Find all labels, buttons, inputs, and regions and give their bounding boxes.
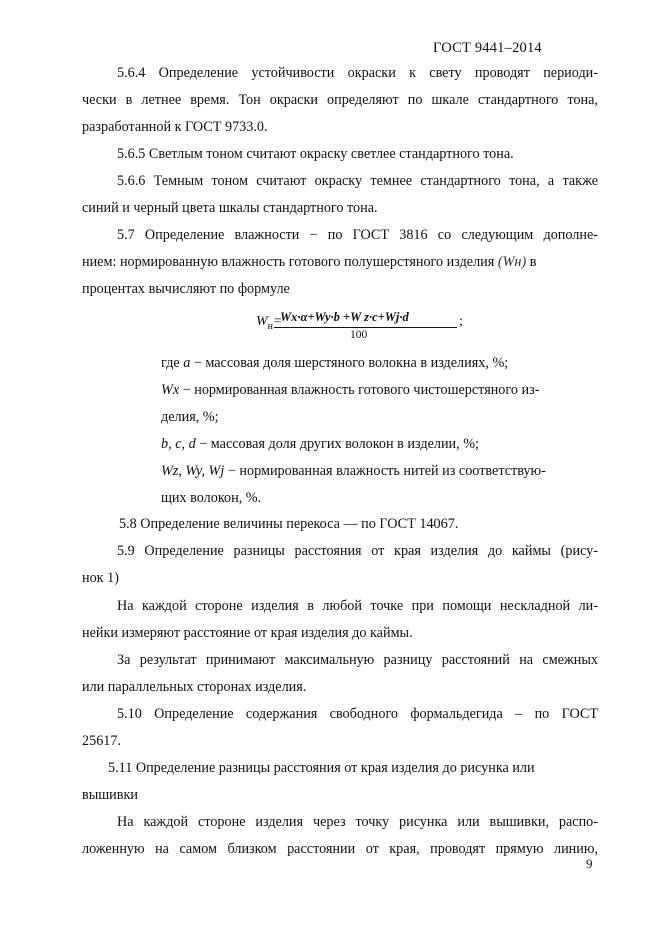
text-line: 5.9 Определение разницы расстояния от края изделия до каймы (рису- (117, 543, 598, 559)
formula-lhs: $W_н=$ (256, 314, 283, 332)
text-fragment: нием: нормированную влажность готового полушерстяного изделия (82, 254, 495, 270)
text-fragment: − нормированная влажность готового чистошерстяного из- (182, 382, 540, 398)
document-header-code: ГОСТ 9441–2014 (433, 40, 542, 56)
text-line: 5.6.4 Определение устойчивости окраски к свету проводят периоди- (117, 65, 598, 81)
page-number: 9 (586, 856, 593, 871)
text-fragment: где (161, 355, 180, 371)
text-line: 5.6.6 Темным тоном считают окраску темнее стандартного тона, а также (117, 173, 598, 189)
text-line: На каждой стороне изделия через точку рисунка или вышивки, распо- (117, 814, 598, 830)
legend-line (161, 381, 598, 399)
variable-w-n: (Wн) (497, 254, 527, 270)
text-fragment: − массовая доля шерстяного волокна в изделиях, %; (193, 355, 509, 371)
text-line: 5.11 Определение разницы расстояния от края изделия до рисунка или (108, 760, 535, 776)
variable-a: a (183, 355, 191, 371)
text-line: 25617. (82, 733, 122, 749)
text-line: На каждой стороне изделия в любой точке при помощи нескладной ли- (117, 598, 598, 614)
formula-numerator: Wx·α+Wy·b +W z·c+Wj·d (280, 310, 409, 324)
text-line: нок 1) (82, 570, 119, 586)
formula-denominator: 100 (350, 329, 368, 341)
formula-fraction-bar (274, 327, 457, 328)
text-line: процентах вычисляют по формуле (82, 281, 290, 297)
text-line: вышивки (82, 787, 138, 803)
variables-w-z-y-j: Wz, Wy, Wj (161, 463, 225, 479)
text-line: чески в летнее время. Тон окраски определяют по шкале стандартного тона, (82, 92, 598, 108)
legend-line: щих волокон, %. (161, 490, 262, 506)
text-line: За результат принимают максимальную разницу расстояний на смежных (117, 652, 598, 668)
text-line: 5.10 Определение содержания свободного формальдегида – по ГОСТ (117, 706, 598, 722)
moisture-formula (256, 310, 476, 350)
legend-line: делия, %; (161, 409, 219, 425)
text-line: 5.7 Определение влажности − по ГОСТ 3816 со следующим дополне- (117, 227, 598, 243)
legend-line (161, 435, 661, 453)
formula-terminator: ; (459, 314, 463, 329)
legend-line (161, 462, 661, 480)
text-fragment: − нормированная влажность нитей из соответствую- (227, 463, 546, 479)
variables-b-c-d: b, c, d (161, 436, 196, 452)
text-fragment: − массовая доля других волокон в изделии, %; (199, 436, 479, 452)
text-line: разработанной к ГОСТ 9733.0. (82, 119, 268, 135)
text-line: ложенную на самом близком расстоянии от края, проводят прямую линию, (82, 841, 598, 857)
text-line: 5.6.5 Светлым тоном считают окраску светлее стандартного тона. (117, 146, 514, 162)
text-line: 5.8 Определение величины перекоса — по ГОСТ 14067. (119, 516, 459, 532)
legend-line (161, 354, 661, 372)
text-line (82, 253, 661, 271)
text-line: или параллельных сторонах изделия. (82, 679, 307, 695)
variable-w-x: Wх (161, 382, 180, 398)
text-line: синий и черный цвета шкалы стандартного тона. (82, 200, 378, 216)
text-line: нейки измеряют расстояние от края изделия до каймы. (82, 625, 413, 641)
text-fragment: в (529, 254, 537, 270)
